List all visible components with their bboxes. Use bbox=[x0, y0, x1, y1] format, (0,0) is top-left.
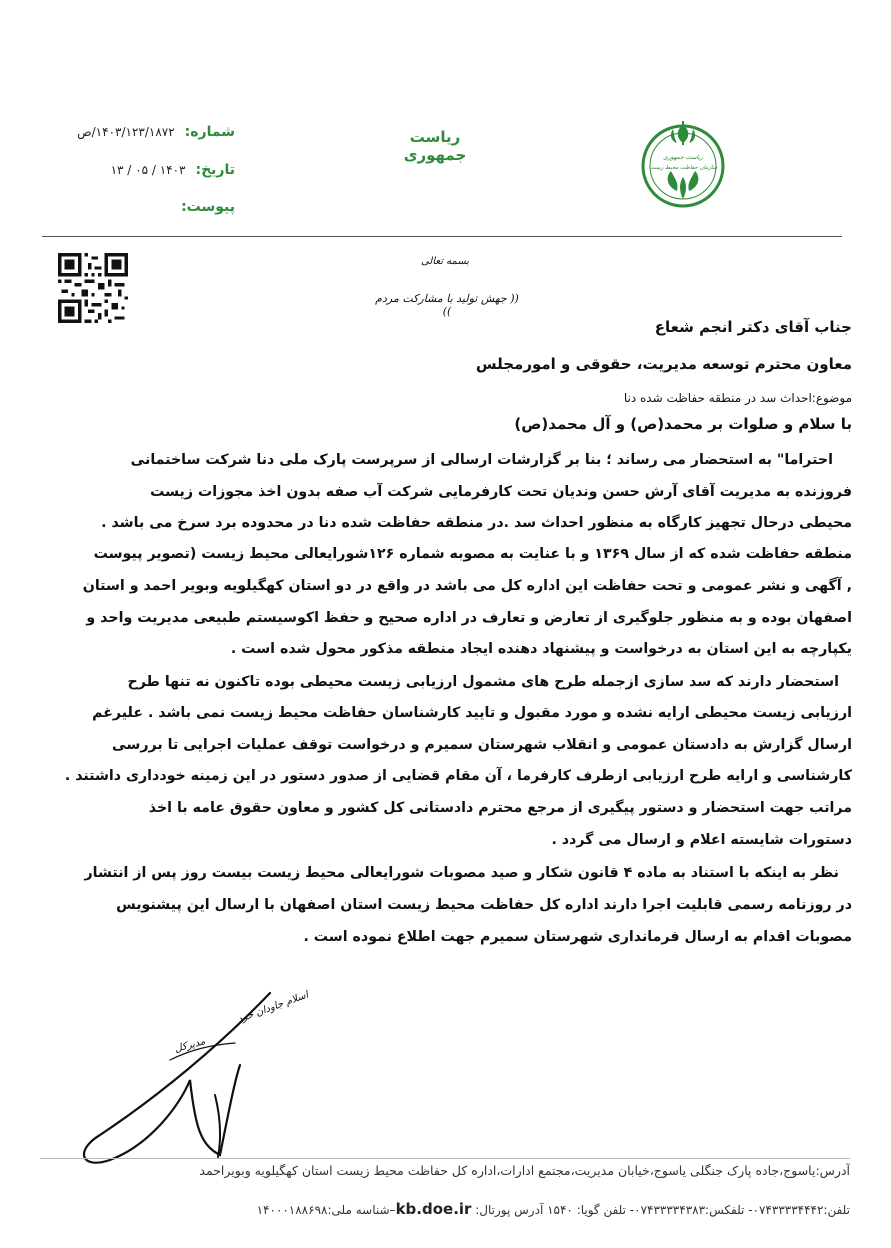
body-line: , آگهی و نشر عمومی و تحت حفاظت این اداره کل می باشد در واقع در دو استان کهگیلویه وبویر احمد و استان bbox=[82, 578, 852, 594]
footer-contact bbox=[40, 1200, 850, 1222]
body-line: کارشناسی و ارایه طرح ارزیابی ازطرف کارفرما ، آن مقام قضایی از صدور دستور در این زمینه خودداری داشتند . bbox=[64, 768, 852, 784]
body-line: احتراما" به استحضار می رساند ؛ بنا بر گزارشات ارسالی از سرپرست پارک ملی دنا شرکت ساختمانی bbox=[130, 452, 833, 468]
date-row bbox=[55, 162, 235, 178]
attachment-label: پیوست: bbox=[181, 199, 235, 215]
recipient-name: جناب آقای دکتر انجم شعاع bbox=[654, 318, 852, 336]
body-line: ارسال گزارش به دادستان عمومی و انقلاب شهرستان سمیرم و درخواست توقف عملیات اجرایی تا بررسی bbox=[112, 737, 852, 753]
letter-meta bbox=[55, 124, 235, 219]
body-line: محیطی درحال تجهیز کارگاه به منظور احداث سد .در منطقه حفاظت شده دنا در محدوده برد سرخ می باشد . bbox=[101, 515, 852, 531]
body-line: اصفهان بوده و به منظور جلوگیری از تعارض و تعارف در اداره صحیح و حفظ اکوسیستم طبیعی مدیریت واحد و bbox=[86, 610, 852, 626]
attachment-row bbox=[55, 199, 235, 215]
number-value: ۱۴۰۳/۱۲۳/۱۸۷۲/ص bbox=[77, 125, 175, 139]
leaf-icon bbox=[668, 171, 699, 199]
header-divider bbox=[42, 236, 842, 237]
signatory-title: مدیرکل bbox=[173, 1036, 207, 1055]
portal-link[interactable]: kb.doe.ir bbox=[395, 1200, 472, 1218]
footer-divider bbox=[40, 1158, 850, 1159]
footer-phone-info: تلفن:۰۷۴۳۳۳۳۴۴۴۲- تلفکس:۰۷۴۳۳۳۳۴۳۸۳- تلفن گویا: ۱۵۴۰ آدرس پورتال: bbox=[471, 1203, 850, 1217]
body-line: ارزیابی زیست محیطی ارایه نشده و مورد مقبول و تایید کارشناسان حفاظت محیط زیست نمی باشد . علیرغم bbox=[92, 705, 852, 721]
year-slogan: (( جهش تولید با مشارکت مردم )) bbox=[375, 292, 519, 318]
body-line: منطقه حفاظت شده که از سال ۱۳۶۹ و با عنایت به مصوبه شماره ۱۲۶شورایعالی محیط زیست (تصویر پیوست bbox=[93, 546, 852, 562]
bism-heading: بسمه تعالی bbox=[420, 256, 470, 267]
letter-greeting: با سلام و صلوات بر محمد(ص) و آل محمد(ص) bbox=[514, 415, 852, 433]
letter-subject: موضوع:احداث سد در منطقه حفاظت شده دنا bbox=[623, 391, 852, 405]
recipient-title: معاون محترم توسعه مدیریت، حقوقی و امورمجلس bbox=[475, 355, 852, 373]
number-row bbox=[55, 124, 235, 140]
footer-national-id: –شناسه ملی:۱۴۰۰۰۱۸۸۶۹۸ bbox=[256, 1203, 396, 1217]
body-line: فروزنده به مدیریت آقای آرش حسن وندیان تحت کارفرمایی شرکت آب صفه بدون اخذ مجوزات زیست bbox=[150, 484, 852, 500]
body-line: دستورات شایسته اعلام و ارسال می گردد . bbox=[551, 832, 852, 848]
body-line: استحضار دارند که سد سازی ازجمله طرح های مشمول ارزیابی زیست محیطی بوده تاکنون نه تنها طرح bbox=[127, 674, 839, 690]
body-line: مراتب جهت استحضار و دستور پیگیری از مرجع محترم دادستانی کل کشور و معاون حقوق عامه با اخذ bbox=[148, 800, 852, 816]
body-line: نظر به اینکه با استناد به ماده ۴ قانون شکار و صید مصوبات شورایعالی محیط زیست بیست روز پس از انتشار bbox=[84, 865, 839, 881]
body-line: مصوبات اقدام به ارسال فرمانداری شهرستان سمیرم جهت اطلاع نموده است . bbox=[303, 929, 852, 945]
body-line: در روزنامه رسمی قابلیت اجرا دارند اداره کل حفاظت محیط زیست استان اصفهان با ارسال این پیشنویس bbox=[116, 897, 852, 913]
doe-emblem-logo bbox=[637, 103, 729, 229]
iran-emblem-icon bbox=[671, 121, 695, 145]
logo-caption-top: ریاست جمهوری bbox=[663, 154, 703, 161]
date-label: تاریخ: bbox=[195, 162, 235, 178]
footer-address: آدرس:یاسوج،جاده پارک جنگلی یاسوج،خیابان مدیریت،مجتمع ادارات،اداره کل حفاظت محیط زیست استان کهگیلویه وبویراحمد bbox=[199, 1163, 850, 1178]
qr-code bbox=[58, 252, 128, 324]
body-line: یکپارچه به این استان به درخواست و پیشنهاد دهنده ایجاد منطقه مذکور محول شده است . bbox=[230, 641, 852, 657]
date-value: ۱۴۰۳ / ۰۵ / ۱۳ bbox=[110, 163, 186, 177]
signatory-name: اسلام جاودان خرد bbox=[236, 989, 310, 1026]
logo-caption-bottom: سازمان حفاظت محیط زیست bbox=[648, 165, 718, 171]
number-label: شماره: bbox=[184, 124, 235, 140]
org-title: ریاست جمهوری bbox=[403, 128, 467, 164]
